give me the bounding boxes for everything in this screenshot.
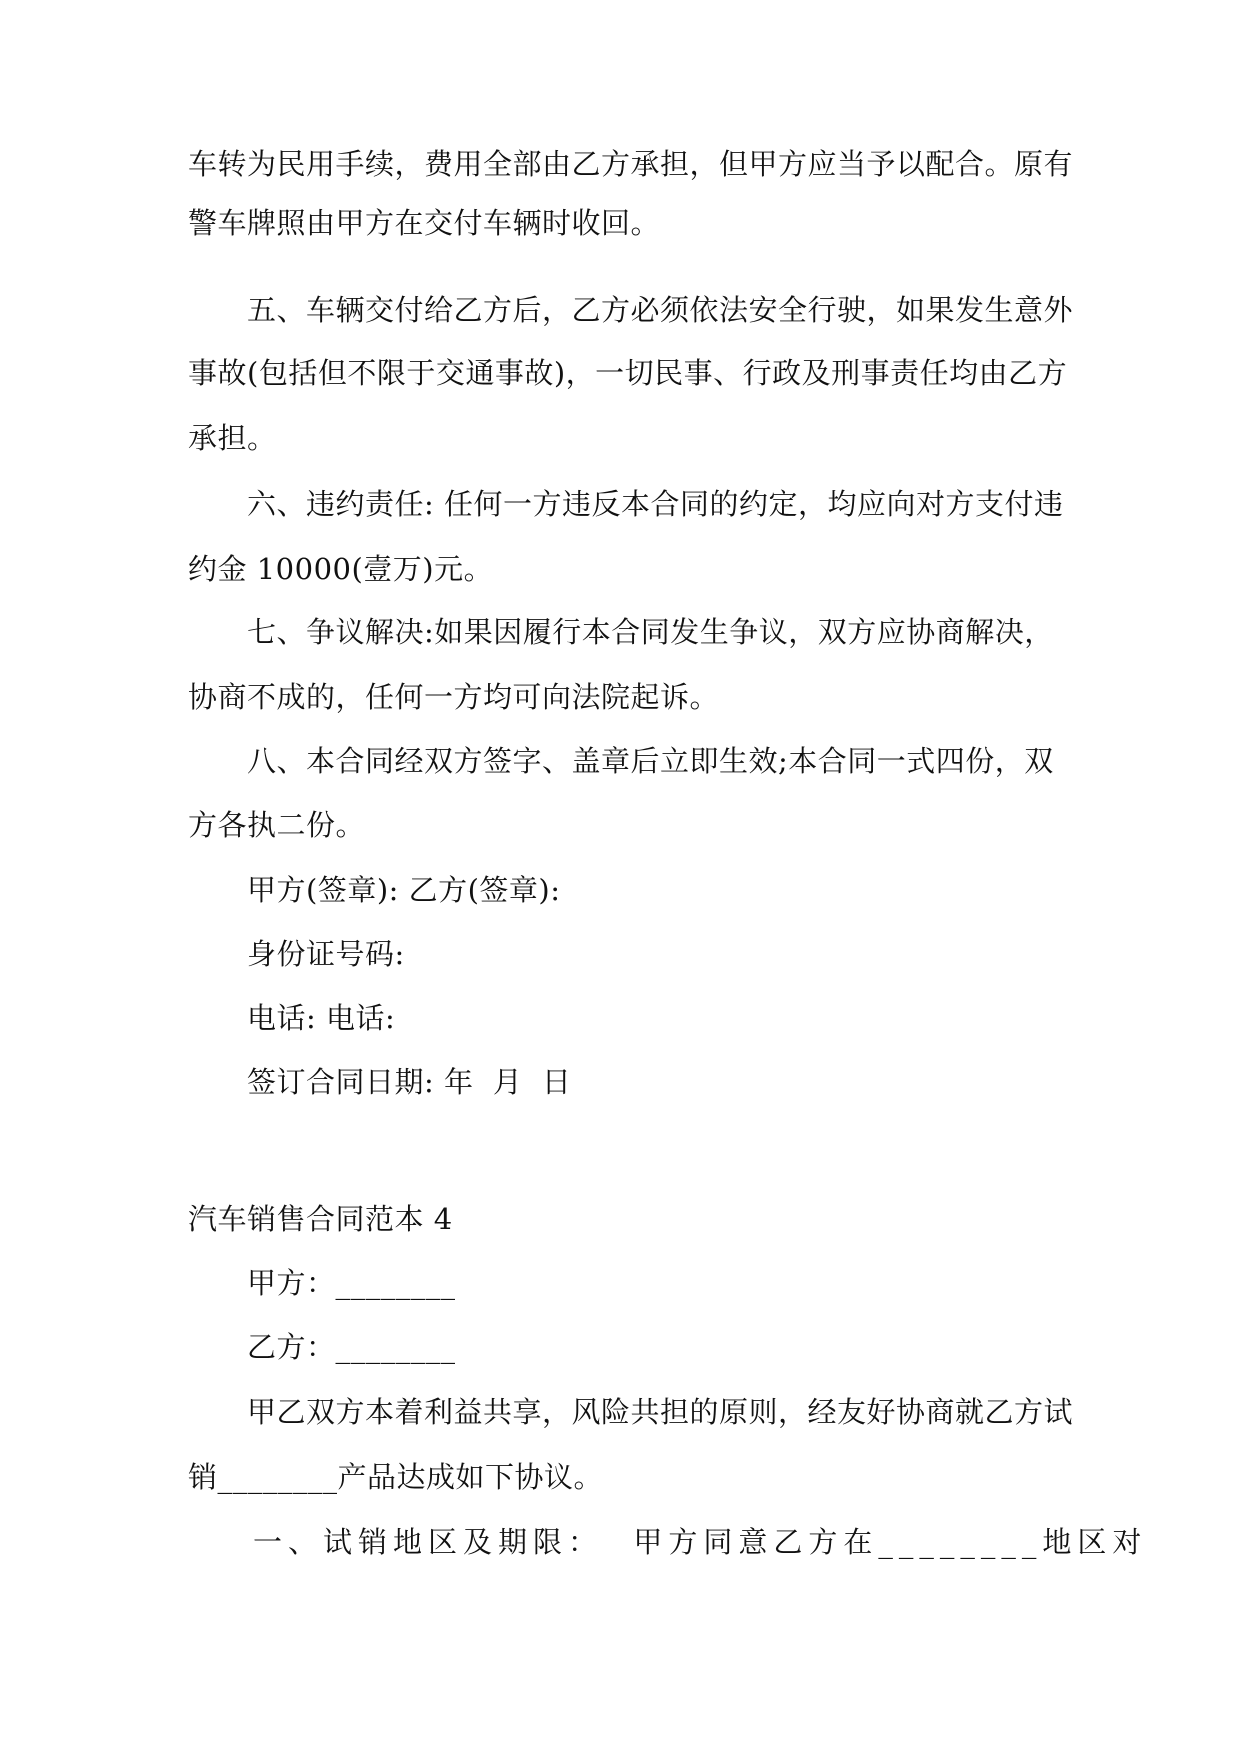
- text-line-7: 约金 10000(壹万)元。: [188, 552, 494, 586]
- clause-eight: 八、本合同经双方签字、盖章后立即生效;本合同一式四份，双: [247, 744, 1054, 778]
- clause-one-trial-area: 一、试销地区及期限： 甲方同意乙方在________地区对: [253, 1525, 1148, 1559]
- text-line-2: 警车牌照由甲方在交付车辆时收回。: [188, 206, 661, 240]
- clause-five: 五、车辆交付给乙方后，乙方必须依法安全行驶，如果发生意外: [247, 293, 1074, 327]
- text-line-1: 车转为民用手续，费用全部由乙方承担，但甲方应当予以配合。原有: [188, 147, 1074, 181]
- signing-date-label: 签订合同日期: 年 月 日: [247, 1065, 572, 1099]
- clause-seven: 七、争议解决:如果因履行本合同发生争议，双方应协商解决，: [247, 615, 1054, 649]
- text-line-4: 事故(包括但不限于交通事故)，一切民事、行政及刑事责任均由乙方: [188, 356, 1068, 390]
- party-b-line: 乙方：________: [247, 1330, 456, 1364]
- party-a-line: 甲方：________: [247, 1266, 456, 1300]
- text-line-5: 承担。: [188, 421, 277, 455]
- signature-parties: 甲方(签章): 乙方(签章):: [247, 873, 561, 907]
- text-line-9: 协商不成的，任何一方均可向法院起诉。: [188, 680, 720, 714]
- id-number-label: 身份证号码:: [247, 937, 405, 971]
- clause-six: 六、违约责任: 任何一方违反本合同的约定，均应向对方支付违: [247, 487, 1064, 521]
- text-line-11: 方各执二份。: [188, 808, 366, 842]
- agreement-intro: 甲乙双方本着利益共享，风险共担的原则，经友好协商就乙方试: [247, 1395, 1074, 1429]
- section-title: 汽车销售合同范本 4: [188, 1202, 453, 1236]
- phone-labels: 电话: 电话:: [247, 1001, 396, 1035]
- text-line-20: 销________产品达成如下协议。: [188, 1460, 604, 1494]
